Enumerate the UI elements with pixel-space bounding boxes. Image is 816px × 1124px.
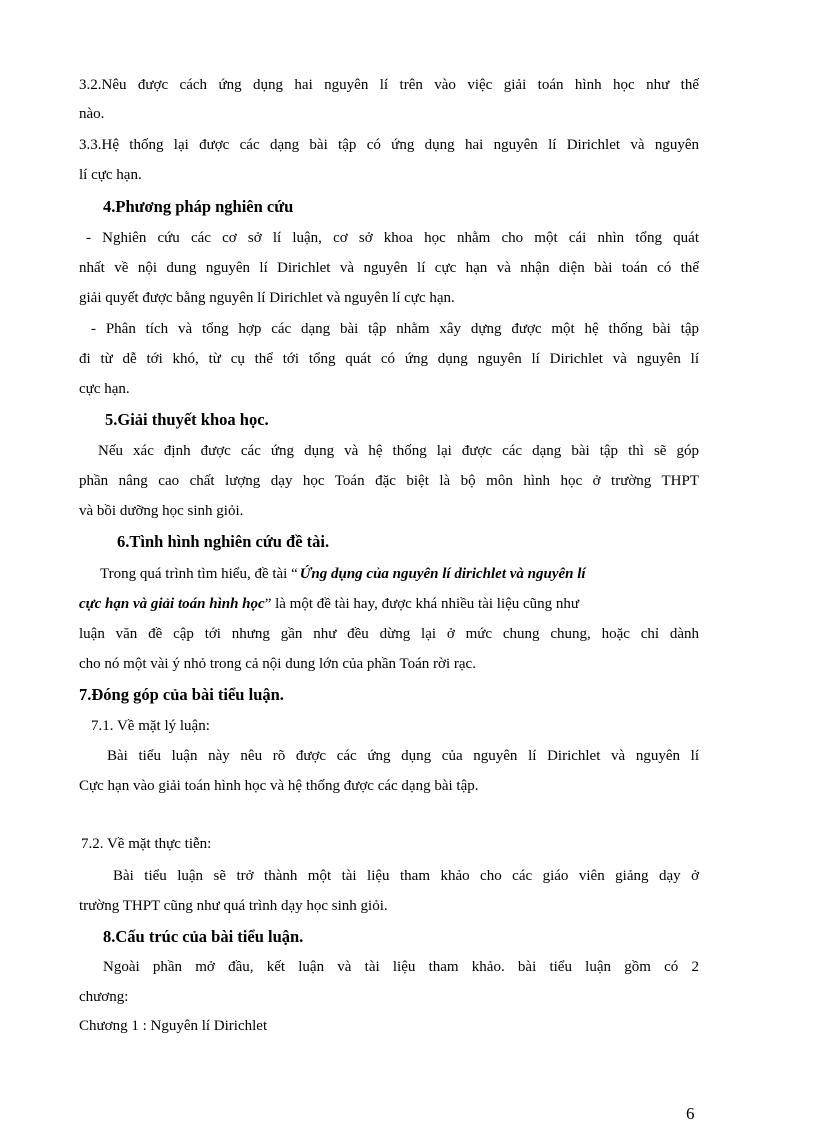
paragraph-line: Ngoài phần mở đầu, kết luận và tài liệu tham khảo. bài tiểu luận gồm có 2 (103, 959, 699, 975)
paragraph-line: và bồi dưỡng học sinh giỏi. (79, 503, 244, 519)
paragraph-line: Cực hạn vào giải toán hình học và hệ thống được các dạng bài tập. (79, 778, 479, 794)
paragraph-line: Chương 1 : Nguyên lí Dirichlet (79, 1018, 268, 1034)
section-heading: 5.Giải thuyết khoa học. (105, 410, 269, 429)
section-heading: 6.Tình hình nghiên cứu đề tài. (117, 532, 330, 551)
paragraph-line: Bài tiểu luận này nêu rõ được các ứng dụng của nguyên lí Dirichlet và nguyên lí (107, 748, 699, 764)
emphasized-title: Ứng dụng của nguyên lí dirichlet và nguyên lí (299, 566, 586, 582)
paragraph-line: nhất về nội dung nguyên lí Dirichlet và nguyên lí cực hạn và nhận diện bài toán có thể (79, 260, 699, 276)
paragraph-line: nào. (79, 106, 105, 122)
paragraph-line: 3.2.Nêu được cách ứng dụng hai nguyên lí trên vào việc giải toán hình học như thế (79, 77, 699, 93)
subsection-heading: 7.1. Về mặt lý luận: (91, 718, 210, 734)
paragraph-line: luận văn đề cập tới nhưng gần như đều dừng lại ở mức chung chung, hoặc chỉ dành (79, 626, 699, 642)
paragraph-line: 3.3.Hệ thống lại được các dạng bài tập có ứng dụng hai nguyên lí Dirichlet và nguyên (79, 137, 699, 153)
section-heading: 8.Cấu trúc của bài tiểu luận. (103, 927, 304, 946)
paragraph-line: chương: (79, 989, 129, 1005)
paragraph-line: giải quyết được bằng nguyên lí Dirichlet và nguyên lí cực hạn. (79, 290, 455, 306)
paragraph-line: - Phân tích và tổng hợp các dạng bài tập nhằm xây dựng được một hệ thống bài tập (91, 321, 699, 337)
text-span: ” là một đề tài hay, được khá nhiều tài liệu cũng như (264, 596, 580, 612)
section-heading: 4.Phương pháp nghiên cứu (103, 197, 294, 216)
paragraph-line: đi từ dễ tới khó, từ cụ thể tới tổng quát có ứng dụng nguyên lí Dirichlet và nguyên lí (79, 351, 699, 367)
paragraph-line: phần nâng cao chất lượng dạy học Toán đặc biệt là bộ môn hình học ở trường THPT (79, 473, 699, 489)
paragraph-line (100, 564, 699, 584)
subsection-heading: 7.2. Về mặt thực tiễn: (81, 836, 212, 852)
emphasized-title: cực hạn và giải toán hình học (79, 596, 265, 612)
paragraph-line: lí cực hạn. (79, 167, 142, 183)
paragraph-line: cực hạn. (79, 381, 130, 397)
paragraph-line (79, 594, 699, 614)
text-span: Trong quá trình tìm hiểu, đề tài “ (100, 566, 298, 582)
section-heading: 7.Đóng góp của bài tiểu luận. (79, 685, 284, 704)
paragraph-line: Nếu xác định được các ứng dụng và hệ thống lại được các dạng bài tập thì sẽ góp (98, 443, 699, 459)
paragraph-line: trường THPT cũng như quá trình dạy học sinh giỏi. (79, 898, 388, 914)
paragraph-line: - Nghiên cứu các cơ sở lí luận, cơ sở khoa học nhằm cho một cái nhìn tổng quát (86, 230, 699, 246)
page-number: 6 (686, 1104, 695, 1123)
paragraph-line: cho nó một vài ý nhỏ trong cả nội dung lớn của phần Toán rời rạc. (79, 656, 476, 672)
paragraph-line: Bài tiểu luận sẽ trở thành một tài liệu tham khảo cho các giáo viên giảng dạy ở (113, 868, 699, 884)
